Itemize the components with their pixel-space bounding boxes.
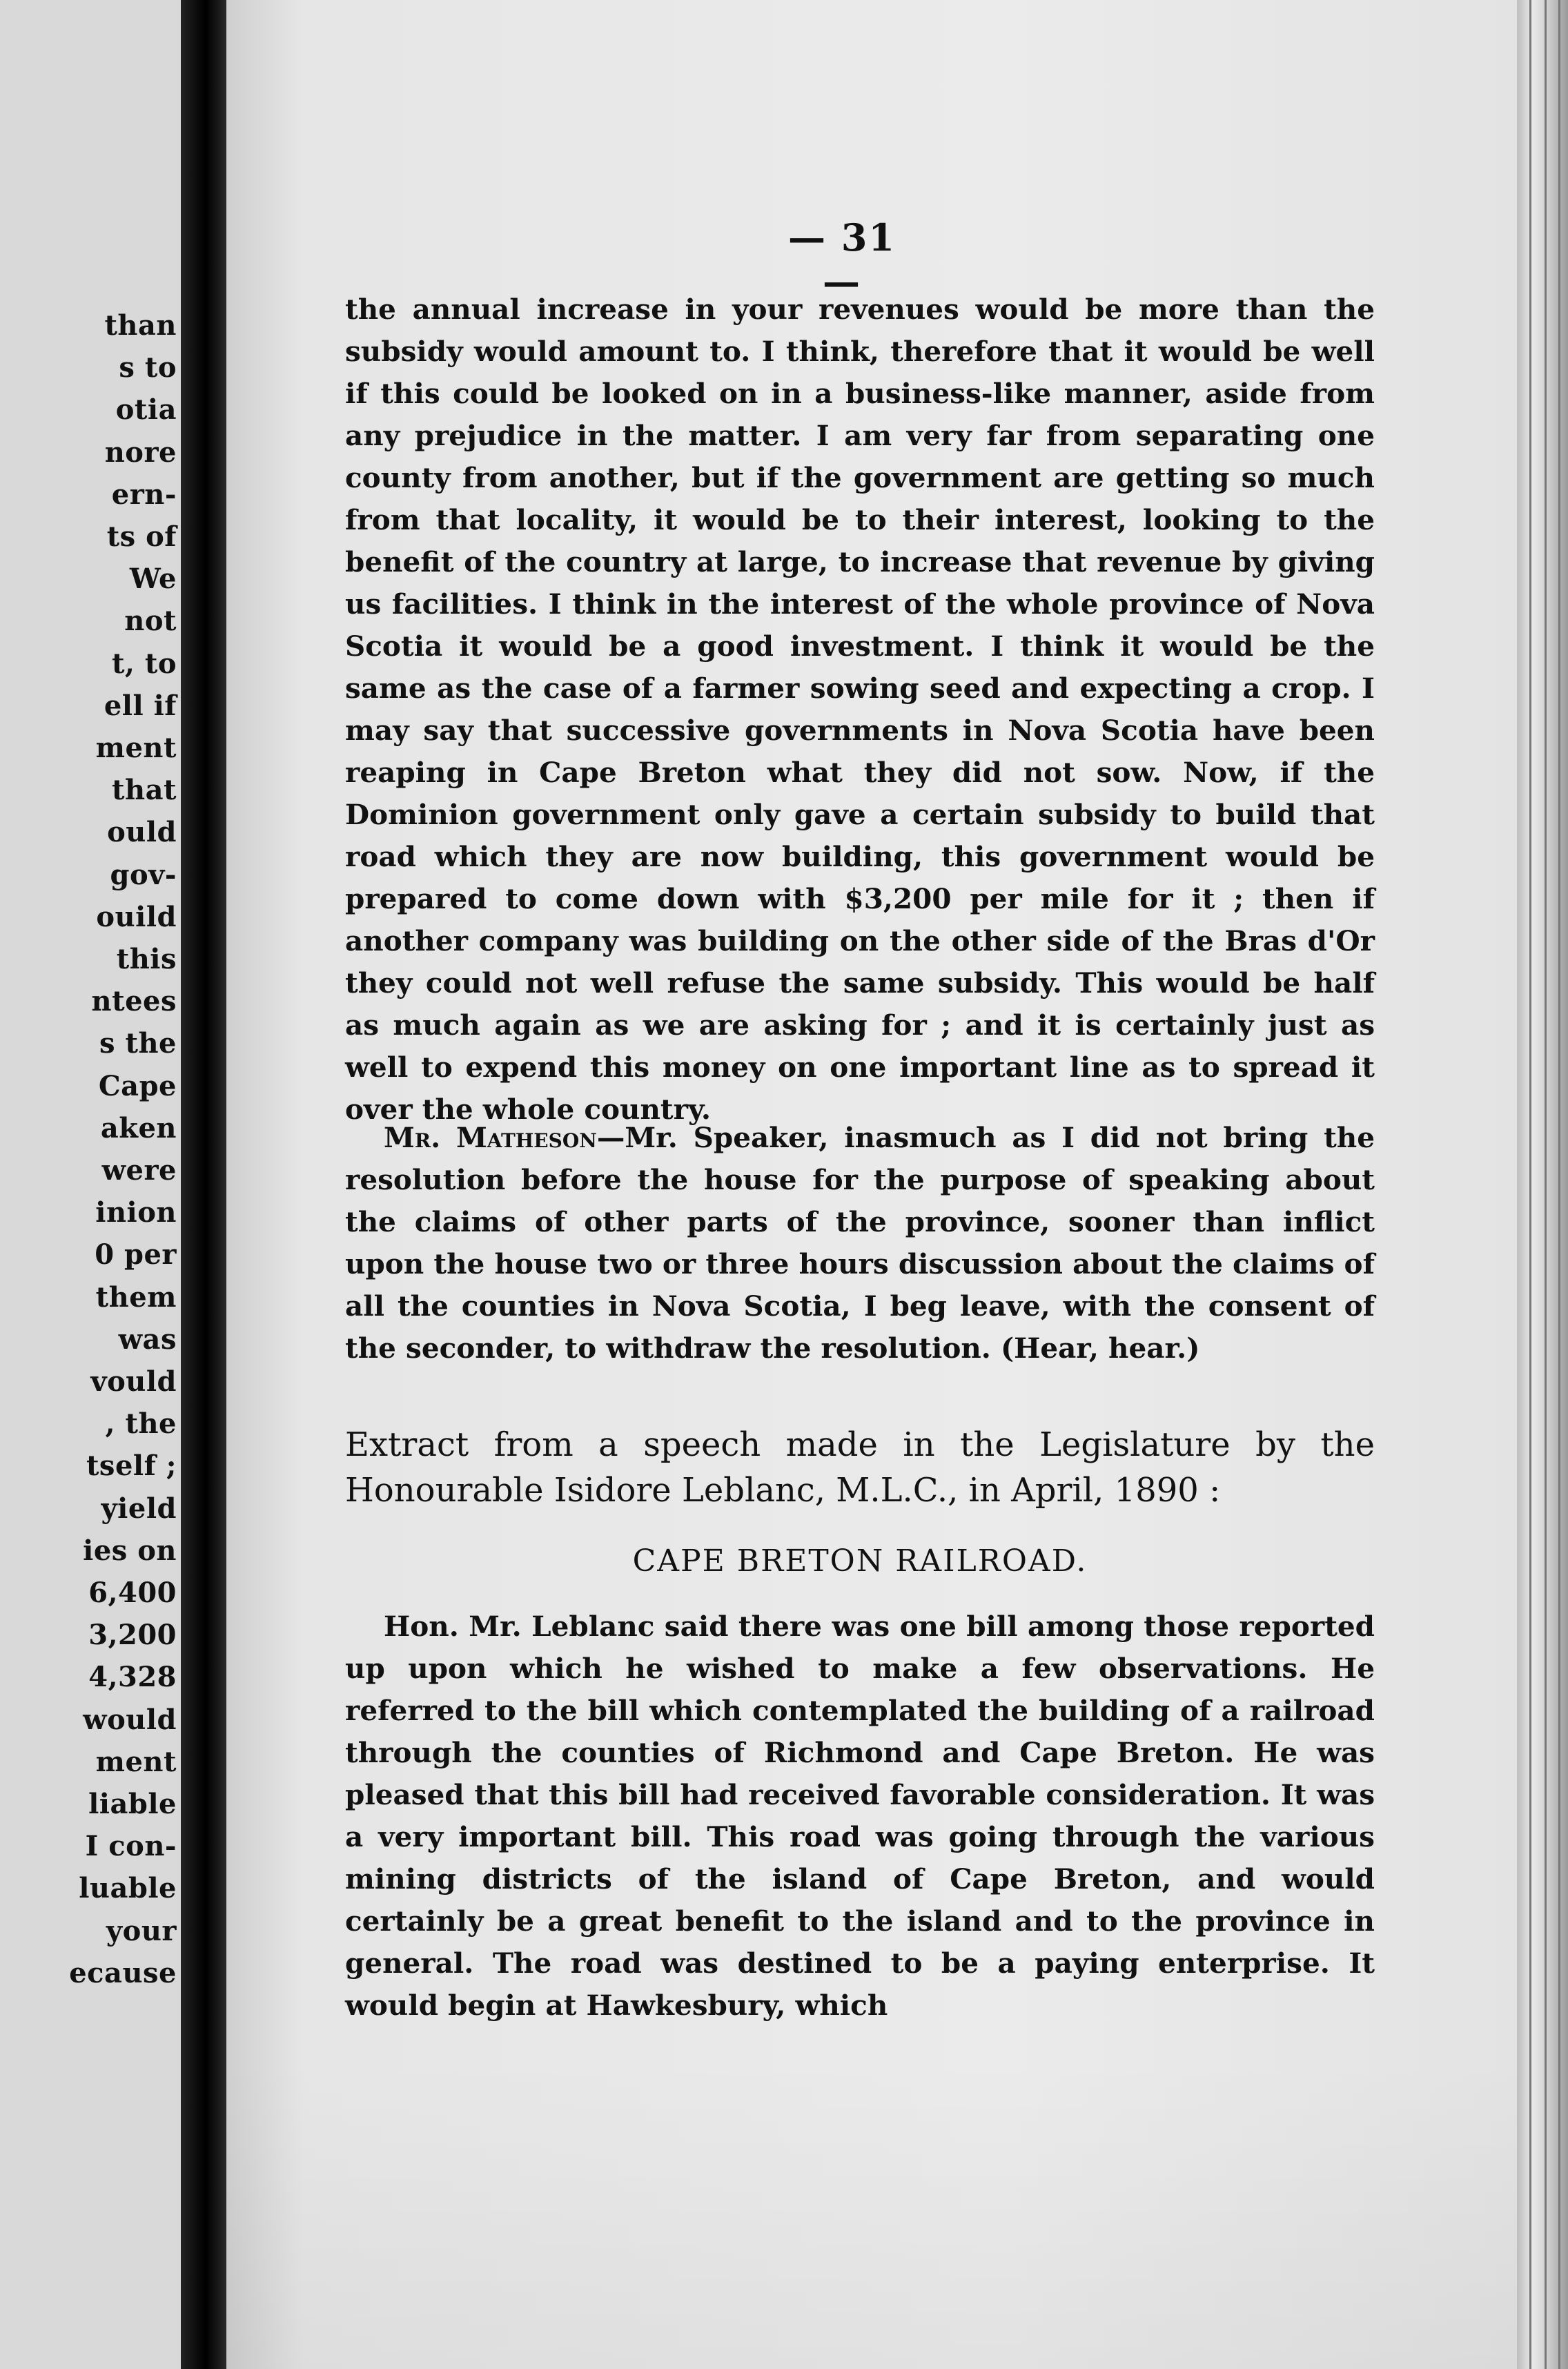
left-page-fragment: ecause — [69, 1956, 177, 1989]
left-page-fragment: s the — [99, 1027, 177, 1060]
left-page-fragment: ment — [95, 732, 177, 764]
paragraph-text: the annual increase in your revenues would be more than the subsidy would amount to. I think, therefore that it would be well if this could be looked on in a business-like manner, aside from any prejudice in the matter. I am very far from separating one county from another, but if the government are getting so much from that locality, it would be to their interest, looking to the benefit of the country at large, to increase that revenue by giving us facilities. I think in the interest of the whole province of Nova Scotia it would be a good investment. I think it would be the same as the case of a farmer sowing seed and expecting a crop. I may say that successive governments in Nova Scotia have been reaping in Cape Breton what they did not sow. Now, if the Dominion government only gave a certain subsidy to build that road which they are now building, this government would be prepared to come down with $3,200 per mile for it ; then if another company was building on the other side of the Bras d'Or they could not well refuse the same subsidy. This would be half as much again as we are asking for ; and it is certainly just as well to expend this money on one important line as to spread it over the whole country. — [345, 293, 1375, 1126]
left-page-fragment: t, to — [112, 647, 177, 680]
left-page-fragment: ies on — [83, 1534, 177, 1567]
left-page-fragment: liable — [88, 1788, 177, 1820]
left-page-fragment: 0 per — [95, 1238, 177, 1271]
left-page-fragment: them — [95, 1280, 177, 1314]
left-page-fragment: Cape — [98, 1069, 177, 1102]
left-page-fragment: 3,200 — [88, 1619, 177, 1652]
left-page-fragment: were — [101, 1154, 177, 1187]
left-page-fragment: tself ; — [86, 1450, 177, 1483]
left-page-fragment: We — [129, 563, 177, 596]
book-gutter — [181, 0, 226, 2369]
left-page-fragment: yield — [101, 1492, 177, 1525]
left-page-fragment: , the — [105, 1407, 177, 1441]
paragraph-matheson — [345, 1117, 1375, 1369]
paragraph-continuation — [345, 289, 1375, 1131]
speaker-name: Mr. Matheson — [384, 1121, 597, 1154]
left-page-fragment: this — [116, 943, 177, 975]
left-page-fragment: your — [106, 1914, 177, 1947]
left-page-fragment: ment — [95, 1745, 177, 1778]
left-page-fragment: otia — [115, 393, 177, 427]
left-page-fragment: vould — [90, 1365, 177, 1398]
left-page-fragment: 4,328 — [88, 1661, 177, 1694]
paragraph-leblanc — [345, 1606, 1375, 2027]
left-page-fragment: ts of — [106, 520, 177, 553]
left-page-fragment: not — [124, 605, 177, 638]
left-page-fragment: ntees — [91, 985, 177, 1018]
left-page-fragment: nore — [104, 436, 177, 469]
page-shading — [226, 2057, 1517, 2369]
extract-heading: Extract from a speech made in the Legislature by the Honourable Isidore Leblanc, M.L.C., in April, 1890 : — [345, 1425, 1375, 1510]
left-page-fragment: would — [83, 1703, 177, 1736]
paragraph-text: Hon. Mr. Leblanc said there was one bill among those reported up upon which he wished to make a few observations. He referred to the bill which contemplated the building of a railroad through the counties of Richmond and Cape Breton. He was pleased that this bill had received favorable consideration. It was a very important bill. This road was going through the various mining districts of the island of Cape Breton, and would certainly be a great benefit to the island and to the province in general. The road was destined to be a paying enterprise. It would begin at Hawkesbury, which — [345, 1610, 1375, 2022]
page-edge — [1517, 0, 1568, 2369]
page-number: — 31 — — [788, 215, 896, 304]
paragraph-text: —Mr. Speaker, inasmuch as I did not bring the resolution before the house for the purpose of speaking about the claims of other parts of the province, sooner than inflict upon the house two or three hours discussion about the claims of all the counties in Nova Scotia, I beg leave, with the consent of the seconder, to withdraw the resolution. (Hear, hear.) — [345, 1121, 1375, 1365]
left-page-fragment: luable — [79, 1872, 177, 1905]
left-page-fragment: was — [118, 1323, 177, 1356]
left-page-fragment: ell if — [104, 689, 177, 722]
section-title: CAPE BRETON RAILROAD. — [632, 1543, 1088, 1579]
left-page-fragment: ern- — [111, 478, 177, 511]
left-page-fragment: ould — [107, 816, 177, 849]
left-facing-page — [0, 0, 181, 2369]
left-page-fragment: inion — [95, 1196, 177, 1229]
left-page-fragment: that — [112, 774, 177, 807]
left-page-fragment: s to — [119, 351, 177, 384]
left-page-fragment: I con- — [85, 1830, 177, 1863]
left-page-fragment: ouild — [96, 900, 177, 933]
left-page-fragment: 6,400 — [88, 1577, 177, 1609]
left-page-fragment: aken — [100, 1111, 177, 1144]
left-page-fragment: gov- — [110, 858, 177, 891]
left-page-fragment: than — [104, 309, 177, 342]
